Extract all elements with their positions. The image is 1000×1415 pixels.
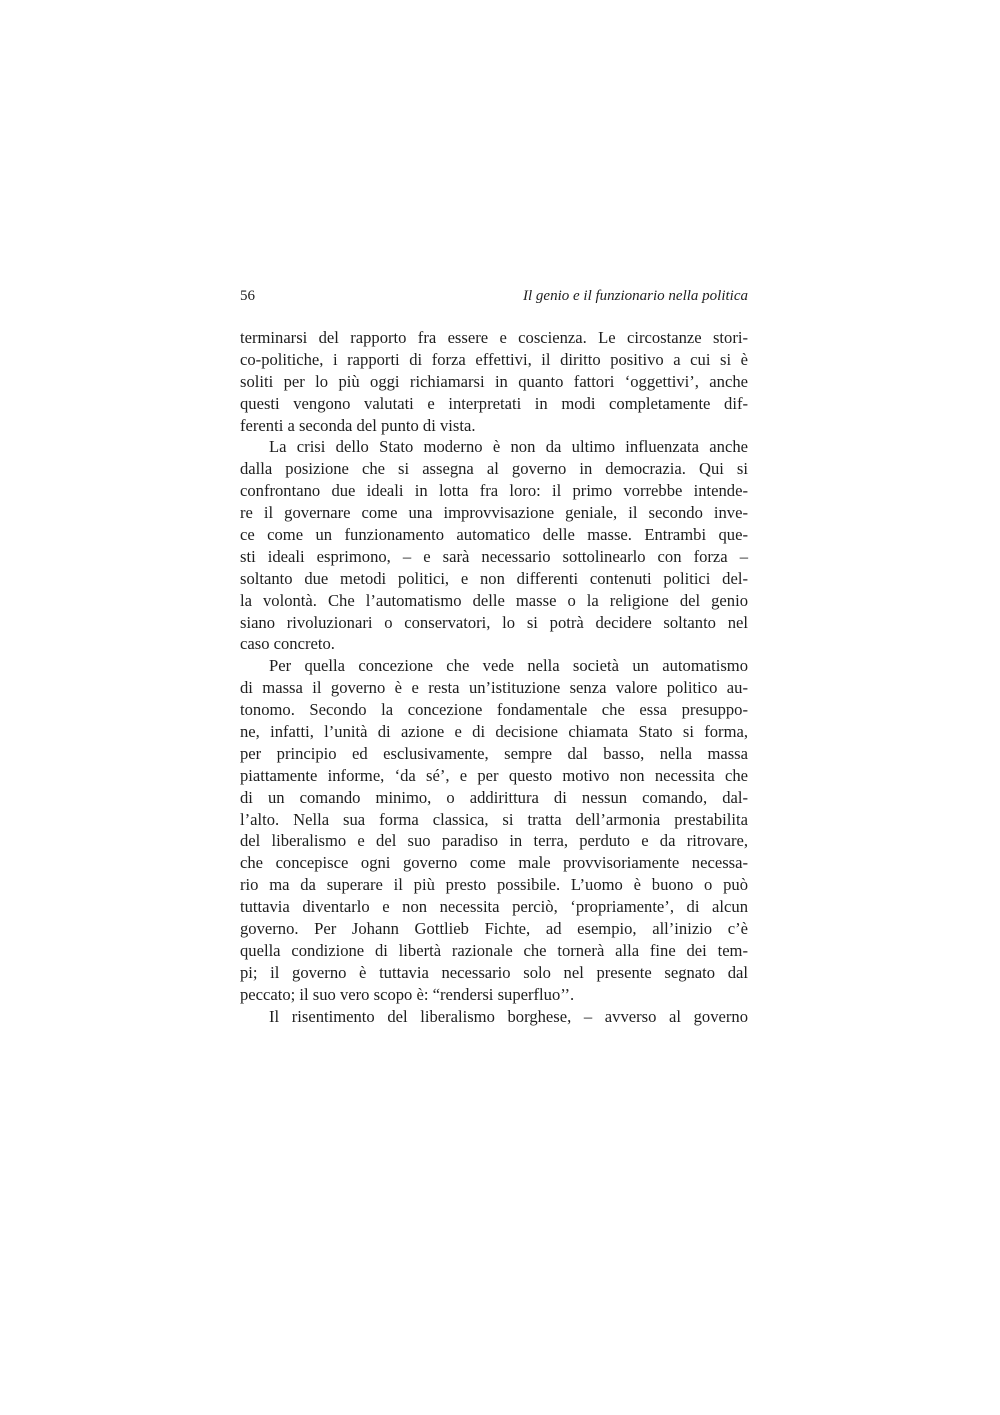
text-line: co-politiche, i rapporti di forza effettivi, il diritto positivo a cui si è — [240, 349, 748, 369]
text-line: peccato; il suo vero scopo è: “rendersi superfluo’’. — [240, 984, 575, 1004]
text-line: siano rivoluzionari o conservatori, lo si potrà decidere soltanto nel — [240, 612, 748, 632]
text-line: soltanto due metodi politici, e non differenti contenuti politici del- — [240, 568, 748, 588]
text-line: per principio ed esclusivamente, sempre dal basso, nella massa — [240, 743, 748, 763]
text-line: ferenti a seconda del punto di vista. — [240, 415, 476, 435]
text-line: questi vengono valutati e interpretati in modi completamente dif- — [240, 393, 748, 413]
text-line: che concepisce ogni governo come male provvisoriamente necessa- — [240, 853, 748, 873]
text-line: tuttavia diventarlo e non necessita perciò, ‘propriamente’, di alcun — [240, 897, 748, 917]
text-line: pi; il governo è tuttavia necessario solo nel presente segnato dal — [240, 962, 748, 982]
text-line: terminarsi del rapporto fra essere e coscienza. Le circostanze stori- — [240, 328, 748, 347]
text-line: rio ma da superare il più presto possibile. L’uomo è buono o può — [240, 875, 748, 895]
text-line: soliti per lo più oggi richiamarsi in quanto fattori ‘oggettivi’, anche — [240, 371, 748, 391]
text-line: tonomo. Secondo la concezione fondamentale che essa presuppo- — [240, 700, 748, 720]
body-text — [240, 327, 748, 1028]
paragraph — [240, 655, 748, 1005]
text-line: caso concreto. — [240, 634, 335, 654]
running-title: Il genio e il funzionario nella politica — [523, 288, 748, 304]
text-line: ne, infatti, l’unità di azione e di decisione chiamata Stato si forma, — [240, 722, 748, 742]
paragraph — [240, 327, 748, 436]
text-line: La crisi dello Stato moderno è non da ultimo influenzata anche — [269, 437, 748, 457]
text-line: di un comando minimo, o addirittura di nessun comando, dal- — [240, 787, 748, 807]
paragraph — [240, 1006, 748, 1028]
paragraph — [240, 436, 748, 655]
text-line: quella condizione di libertà razionale che tornerà alla fine dei tem- — [240, 940, 748, 960]
text-line: piattamente informe, ‘da sé’, e per questo motivo non necessita che — [240, 765, 748, 785]
text-line: Per quella concezione che vede nella società un automatismo — [269, 656, 748, 676]
text-line: la volontà. Che l’automatismo delle masse o la religione del genio — [240, 590, 748, 610]
text-line: confrontano due ideali in lotta fra loro: il primo vorrebbe intende- — [240, 481, 748, 501]
text-line: sti ideali esprimono, – e sarà necessario sottolinearlo con forza – — [240, 546, 748, 566]
text-line: dalla posizione che si assegna al governo in democrazia. Qui si — [240, 459, 748, 479]
text-line: ce come un funzionamento automatico delle masse. Entrambi que- — [240, 525, 748, 545]
text-line: Il risentimento del liberalismo borghese, – avverso al governo — [269, 1006, 748, 1026]
text-line: l’alto. Nella sua forma classica, si tratta dell’armonia prestabilita — [240, 809, 748, 829]
text-line: di massa il governo è e resta un’istituzione senza valore politico au- — [240, 678, 748, 698]
text-line: del liberalismo e del suo paradiso in terra, perduto e da ritrovare, — [240, 831, 748, 851]
text-line: governo. Per Johann Gottlieb Fichte, ad esempio, all’inizio c’è — [240, 919, 748, 939]
running-head — [240, 288, 748, 310]
text-line: re il governare come una improvvisazione geniale, il secondo inve- — [240, 503, 748, 523]
page-number: 56 — [240, 288, 255, 304]
